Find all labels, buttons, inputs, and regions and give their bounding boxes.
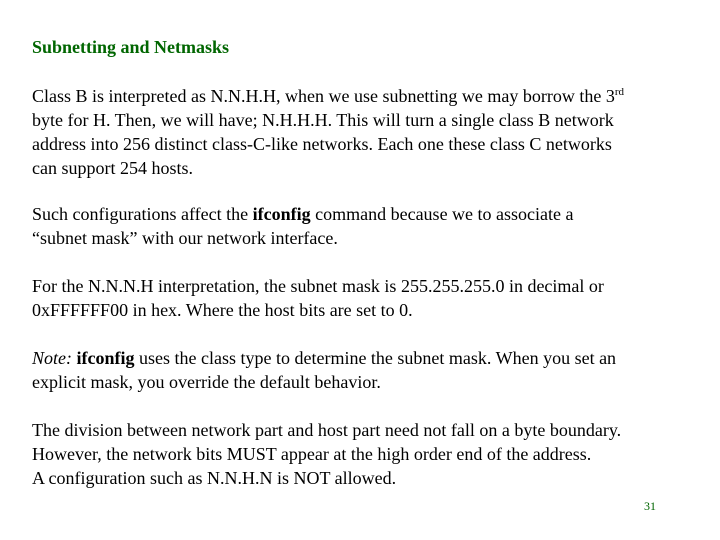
paragraph-line	[32, 84, 702, 108]
paragraph-note	[32, 346, 702, 394]
paragraph-line: A configuration such as N.N.H.N is NOT allowed.	[32, 468, 397, 488]
paragraph-ifconfig-mask	[32, 202, 702, 250]
paragraph-line: byte for H. Then, we will have; N.H.H.H. This will turn a single class B network	[32, 110, 614, 130]
paragraph-line: The division between network part and host part need not fall on a byte boundary.	[32, 420, 622, 440]
paragraph-line: explicit mask, you override the default behavior.	[32, 372, 381, 392]
slide-title: Subnetting and Netmasks	[32, 37, 230, 57]
page-number: 31	[644, 499, 656, 513]
text-segment: Class B is interpreted as N.N.H.H, when we use subnetting we may borrow the 3	[32, 86, 615, 106]
ifconfig-command: ifconfig	[252, 204, 311, 224]
paragraph-line: However, the network bits MUST appear at the high order end of the address.	[32, 444, 592, 464]
paragraph-line	[32, 346, 702, 370]
paragraph-network-host-division	[32, 418, 702, 490]
text-segment: Such configurations affect the	[32, 204, 253, 224]
ifconfig-command: ifconfig	[76, 348, 135, 368]
paragraph-line: 0xFFFFFF00 in hex. Where the host bits are set to 0.	[32, 300, 413, 320]
paragraph-line: address into 256 distinct class-C-like networks. Each one these class C networks	[32, 134, 612, 154]
note-label: Note:	[32, 348, 72, 368]
paragraph-line: For the N.N.N.H interpretation, the subnet mask is 255.255.255.0 in decimal or	[32, 276, 604, 296]
paragraph-line: can support 254 hosts.	[32, 158, 193, 178]
paragraph-line	[32, 202, 702, 226]
paragraph-line: “subnet mask” with our network interface.	[32, 228, 338, 248]
text-segment: command because we to associate a	[310, 204, 574, 224]
paragraph-subnet-mask-value	[32, 274, 702, 322]
ordinal-superscript: rd	[614, 86, 625, 98]
paragraph-class-b-subnetting	[32, 84, 702, 180]
text-segment: uses the class type to determine the subnet mask. When you set an	[134, 348, 617, 368]
